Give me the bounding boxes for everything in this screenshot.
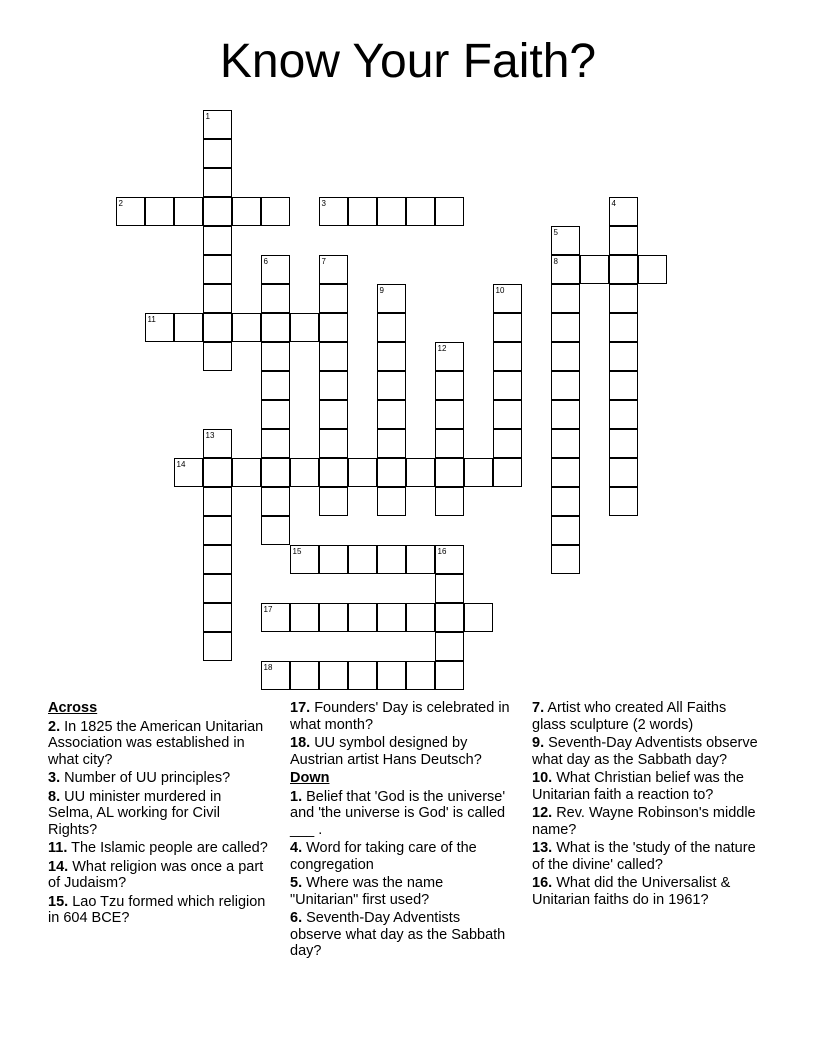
- grid-cell[interactable]: [493, 458, 522, 487]
- grid-cell[interactable]: [261, 197, 290, 226]
- clue-number: 11.: [48, 840, 68, 856]
- clue-text: Founders' Day is celebrated in what month?: [290, 700, 510, 733]
- clues-column-2: [290, 700, 515, 962]
- grid-cell[interactable]: [435, 661, 464, 690]
- grid-cell[interactable]: [377, 197, 406, 226]
- grid-cell[interactable]: [319, 545, 348, 574]
- grid-cell[interactable]: [377, 429, 406, 458]
- clue-text: Seventh-Day Adventists observe what day as the Sabbath day?: [532, 735, 758, 768]
- clue-number: 12.: [532, 805, 553, 821]
- clue-across-11: [48, 840, 270, 857]
- grid-cell[interactable]: [261, 429, 290, 458]
- grid-cell[interactable]: [290, 458, 319, 487]
- grid-cell[interactable]: [551, 371, 580, 400]
- clue-number: 10.: [532, 770, 553, 786]
- grid-cell[interactable]: [406, 545, 435, 574]
- clue-across-8: [48, 789, 270, 839]
- grid-cell[interactable]: [261, 487, 290, 516]
- clue-across-14: [48, 859, 270, 892]
- grid-cell[interactable]: [261, 255, 290, 284]
- grid-cell[interactable]: [493, 429, 522, 458]
- clue-number-label: 6: [263, 256, 268, 266]
- clue-number-label: 1: [205, 111, 210, 121]
- clue-down-9: [532, 735, 764, 768]
- grid-cell[interactable]: [377, 661, 406, 690]
- clue-down-10: [532, 770, 764, 803]
- grid-cell[interactable]: [203, 342, 232, 371]
- grid-cell[interactable]: [406, 603, 435, 632]
- grid-cell[interactable]: [609, 458, 638, 487]
- grid-cell[interactable]: [261, 284, 290, 313]
- clue-number-label: 18: [263, 662, 273, 672]
- clue-number: 3.: [48, 770, 61, 786]
- grid-cell[interactable]: [464, 603, 493, 632]
- grid-cell[interactable]: [203, 255, 232, 284]
- clues-column-1: [48, 700, 270, 929]
- clue-across-18: [290, 735, 515, 768]
- clue-number-label: 10: [495, 285, 505, 295]
- grid-cell[interactable]: [551, 255, 580, 284]
- grid-cell[interactable]: [377, 313, 406, 342]
- grid-cell[interactable]: [319, 400, 348, 429]
- grid-cell[interactable]: [406, 197, 435, 226]
- grid-cell[interactable]: [435, 603, 464, 632]
- clue-number-label: 8: [553, 256, 558, 266]
- clue-number-label: 2: [118, 198, 123, 208]
- grid-cell[interactable]: [435, 574, 464, 603]
- grid-cell[interactable]: [145, 197, 174, 226]
- clue-number-label: 14: [176, 459, 186, 469]
- clue-number-label: 16: [437, 546, 447, 556]
- across-heading: Across: [48, 700, 98, 716]
- clues-column-3: [532, 700, 764, 910]
- grid-cell[interactable]: [435, 197, 464, 226]
- grid-cell[interactable]: [551, 458, 580, 487]
- clue-text: UU symbol designed by Austrian artist Hans Deutsch?: [290, 735, 482, 768]
- grid-cell[interactable]: [290, 545, 319, 574]
- clue-number: 9.: [532, 735, 545, 751]
- grid-cell[interactable]: [377, 545, 406, 574]
- clue-down-16: [532, 875, 764, 908]
- grid-cell[interactable]: [609, 284, 638, 313]
- grid-cell[interactable]: [551, 487, 580, 516]
- grid-cell[interactable]: [377, 371, 406, 400]
- grid-cell[interactable]: [261, 603, 290, 632]
- clue-across-2: [48, 719, 270, 769]
- grid-cell[interactable]: [319, 197, 348, 226]
- grid-cell[interactable]: [609, 429, 638, 458]
- grid-cell[interactable]: [551, 545, 580, 574]
- clue-number-label: 3: [321, 198, 326, 208]
- grid-cell[interactable]: [435, 545, 464, 574]
- grid-cell[interactable]: [174, 313, 203, 342]
- clue-number-label: 17: [263, 604, 273, 614]
- grid-cell[interactable]: [319, 603, 348, 632]
- grid-cell[interactable]: [551, 516, 580, 545]
- clue-text: What did the Universalist & Unitarian faiths do in 1961?: [532, 875, 731, 908]
- clue-text: Belief that 'God is the universe' and 'the universe is God' is called ___ .: [290, 788, 506, 838]
- grid-cell[interactable]: [348, 458, 377, 487]
- clue-text: Artist who created All Faiths glass sculpture (2 words): [532, 700, 727, 733]
- clue-number: 18.: [290, 735, 311, 751]
- clue-down-12: [532, 805, 764, 838]
- clue-across-3: [48, 770, 270, 787]
- grid-cell[interactable]: [638, 255, 667, 284]
- clue-text: What Christian belief was the Unitarian faith a reaction to?: [532, 770, 744, 803]
- grid-cell[interactable]: [551, 400, 580, 429]
- grid-cell[interactable]: [551, 429, 580, 458]
- down-heading: Down: [290, 770, 330, 786]
- grid-cell[interactable]: [203, 429, 232, 458]
- grid-cell[interactable]: [377, 487, 406, 516]
- clue-number-label: 11: [147, 314, 156, 324]
- grid-cell[interactable]: [435, 400, 464, 429]
- grid-cell[interactable]: [203, 168, 232, 197]
- clue-text: What is the 'study of the nature of the divine' called?: [532, 840, 756, 873]
- grid-cell[interactable]: [261, 400, 290, 429]
- clue-number: 14.: [48, 858, 69, 875]
- grid-cell[interactable]: [551, 313, 580, 342]
- clue-number-label: 13: [205, 430, 215, 440]
- grid-cell[interactable]: [377, 342, 406, 371]
- grid-cell[interactable]: [290, 313, 319, 342]
- grid-cell[interactable]: [203, 516, 232, 545]
- grid-cell[interactable]: [319, 255, 348, 284]
- grid-cell[interactable]: [174, 197, 203, 226]
- clue-text: UU minister murdered in Selma, AL working for Civil Rights?: [48, 788, 222, 838]
- grid-cell[interactable]: [203, 458, 232, 487]
- grid-cell[interactable]: [609, 371, 638, 400]
- grid-cell[interactable]: [609, 400, 638, 429]
- grid-cell[interactable]: [609, 197, 638, 226]
- grid-cell[interactable]: [290, 661, 319, 690]
- grid-cell[interactable]: [319, 313, 348, 342]
- clue-across-17: [290, 700, 515, 733]
- grid-cell[interactable]: [435, 429, 464, 458]
- grid-cell[interactable]: [290, 603, 319, 632]
- clue-down-7: [532, 700, 764, 733]
- grid-cell[interactable]: [203, 226, 232, 255]
- grid-cell[interactable]: [435, 458, 464, 487]
- grid-cell[interactable]: [319, 661, 348, 690]
- grid-cell[interactable]: [145, 313, 174, 342]
- grid-cell[interactable]: [406, 661, 435, 690]
- clue-text: What religion was once a part of Judaism?: [48, 858, 264, 891]
- grid-cell[interactable]: [116, 197, 145, 226]
- grid-cell[interactable]: [435, 487, 464, 516]
- grid-cell[interactable]: [435, 342, 464, 371]
- clue-number-label: 15: [292, 546, 302, 556]
- grid-cell[interactable]: [609, 313, 638, 342]
- grid-cell[interactable]: [319, 429, 348, 458]
- grid-cell[interactable]: [319, 458, 348, 487]
- clue-text: In 1825 the American Unitarian Association was established in what city?: [48, 718, 264, 768]
- clue-number: 4.: [290, 840, 303, 856]
- clue-down-4: [290, 840, 515, 873]
- grid-cell[interactable]: [232, 458, 261, 487]
- clue-text: The Islamic people are called?: [71, 840, 268, 856]
- clue-down-5: [290, 875, 515, 908]
- clue-number-label: 12: [437, 343, 447, 353]
- grid-cell[interactable]: [435, 371, 464, 400]
- grid-cell[interactable]: [261, 342, 290, 371]
- grid-cell[interactable]: [493, 284, 522, 313]
- grid-cell[interactable]: [551, 342, 580, 371]
- clue-text: Rev. Wayne Robinson's middle name?: [532, 805, 756, 838]
- grid-cell[interactable]: [232, 197, 261, 226]
- grid-cell[interactable]: [203, 284, 232, 313]
- clue-number-label: 7: [321, 256, 326, 266]
- grid-cell[interactable]: [174, 458, 203, 487]
- grid-cell[interactable]: [493, 313, 522, 342]
- clue-number: 7.: [532, 700, 545, 716]
- grid-cell[interactable]: [203, 574, 232, 603]
- clue-number-label: 9: [379, 285, 384, 295]
- grid-cell[interactable]: [319, 487, 348, 516]
- clue-number: 8.: [48, 788, 61, 805]
- grid-cell[interactable]: [551, 226, 580, 255]
- grid-cell[interactable]: [261, 371, 290, 400]
- grid-cell[interactable]: [261, 661, 290, 690]
- grid-cell[interactable]: [203, 197, 232, 226]
- grid-cell[interactable]: [203, 487, 232, 516]
- grid-cell[interactable]: [551, 284, 580, 313]
- clue-number: 15.: [48, 893, 69, 910]
- clue-number: 2.: [48, 718, 61, 735]
- grid-cell[interactable]: [493, 342, 522, 371]
- clue-number: 17.: [290, 700, 311, 716]
- clue-across-15: [48, 894, 270, 927]
- grid-cell[interactable]: [203, 139, 232, 168]
- grid-cell[interactable]: [203, 313, 232, 342]
- grid-cell[interactable]: [348, 661, 377, 690]
- grid-cell[interactable]: [609, 342, 638, 371]
- grid-cell[interactable]: [464, 458, 493, 487]
- clue-text: Seventh-Day Adventists observe what day as the Sabbath day?: [290, 910, 506, 959]
- clue-text: Where was the name "Unitarian" first used?: [290, 875, 444, 908]
- grid-cell[interactable]: [377, 284, 406, 313]
- grid-cell[interactable]: [319, 371, 348, 400]
- grid-cell[interactable]: [203, 632, 232, 661]
- grid-cell[interactable]: [203, 603, 232, 632]
- clue-text: Lao Tzu formed which religion in 604 BCE?: [48, 893, 266, 926]
- grid-cell[interactable]: [348, 197, 377, 226]
- clue-down-1: [290, 789, 515, 839]
- clue-number: 1.: [290, 788, 303, 805]
- grid-cell[interactable]: [348, 603, 377, 632]
- clue-down-13: [532, 840, 764, 873]
- clue-down-6: [290, 910, 515, 960]
- grid-cell[interactable]: [435, 632, 464, 661]
- grid-cell[interactable]: [377, 603, 406, 632]
- clue-number: 13.: [532, 840, 553, 856]
- clue-text: Word for taking care of the congregation: [290, 840, 477, 873]
- grid-cell[interactable]: [319, 284, 348, 313]
- clue-number: 16.: [532, 875, 553, 891]
- grid-cell[interactable]: [232, 313, 261, 342]
- grid-cell[interactable]: [377, 400, 406, 429]
- grid-cell[interactable]: [319, 342, 348, 371]
- grid-cell[interactable]: [261, 458, 290, 487]
- grid-cell[interactable]: [261, 313, 290, 342]
- grid-cell[interactable]: [203, 110, 232, 139]
- page-title: Know Your Faith?: [219, 35, 597, 88]
- grid-cell[interactable]: [609, 226, 638, 255]
- clue-number-label: 4: [611, 198, 616, 208]
- grid-cell[interactable]: [377, 458, 406, 487]
- grid-cell[interactable]: [609, 487, 638, 516]
- grid-cell[interactable]: [348, 545, 377, 574]
- clue-number: 6.: [290, 910, 303, 926]
- clue-number: 5.: [290, 875, 303, 891]
- grid-cell[interactable]: [493, 371, 522, 400]
- clue-text: Number of UU principles?: [64, 770, 231, 786]
- grid-cell[interactable]: [406, 458, 435, 487]
- grid-cell[interactable]: [261, 516, 290, 545]
- grid-cell[interactable]: [203, 545, 232, 574]
- clue-number-label: 5: [553, 227, 558, 237]
- grid-cell[interactable]: [609, 255, 638, 284]
- grid-cell[interactable]: [580, 255, 609, 284]
- grid-cell[interactable]: [493, 400, 522, 429]
